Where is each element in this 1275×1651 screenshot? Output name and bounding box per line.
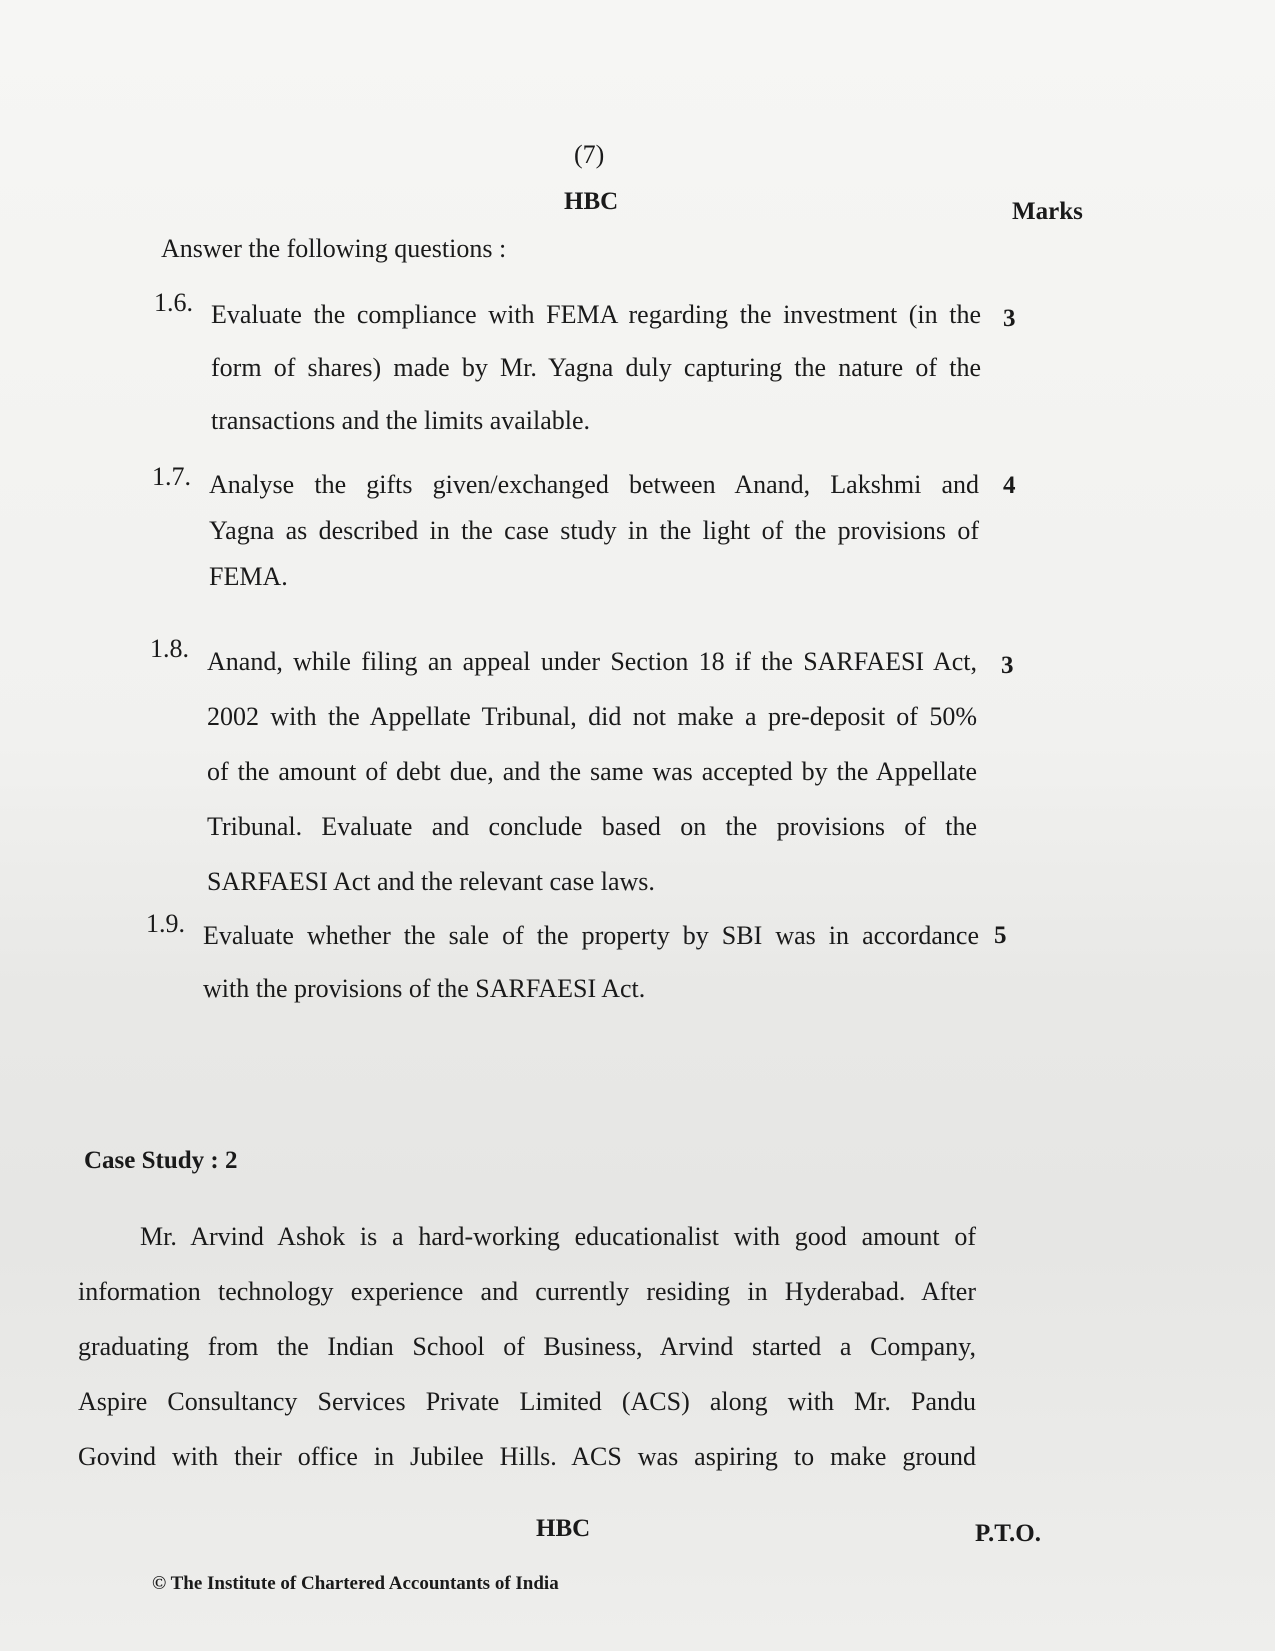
question-number: 1.9.	[146, 909, 185, 938]
case-study-line: Mr. Arvind Ashok is a hard-working educationalist with good amount of	[140, 1222, 976, 1251]
marks-column-heading: Marks	[1012, 198, 1083, 225]
question-line: Yagna as described in the case study in the light of the provisions of	[209, 516, 979, 545]
question-line: 2002 with the Appellate Tribunal, did not make a pre-deposit of 50%	[207, 702, 977, 731]
question-text	[209, 462, 979, 600]
please-turn-over: P.T.O.	[975, 1520, 1041, 1547]
question-line: SARFAESI Act and the relevant case laws.	[207, 867, 655, 896]
question-line: form of shares) made by Mr. Yagna duly capturing the nature of the	[211, 353, 981, 382]
case-study-line: Aspire Consultancy Services Private Limited (ACS) along with Mr. Pandu	[78, 1387, 976, 1416]
question-marks: 4	[1003, 472, 1016, 499]
question-number: 1.8.	[150, 634, 189, 663]
instructions: Answer the following questions :	[161, 234, 507, 263]
question-line: Evaluate the compliance with FEMA regarding the investment (in the	[211, 300, 981, 329]
question-marks: 3	[1001, 652, 1014, 679]
page-number: (7)	[574, 140, 605, 169]
question-marks: 5	[994, 922, 1007, 949]
question-marks: 3	[1003, 305, 1016, 332]
question-line: transactions and the limits available.	[211, 406, 591, 435]
question-text	[203, 909, 979, 1015]
paper-code-footer: HBC	[536, 1515, 591, 1542]
case-study-line: graduating from the Indian School of Business, Arvind started a Company,	[78, 1332, 976, 1361]
question-line: FEMA.	[209, 562, 288, 591]
paper-code-header: HBC	[564, 188, 619, 215]
copyright-notice: © The Institute of Chartered Accountants of India	[152, 1573, 559, 1594]
question-line: Anand, while filing an appeal under Section 18 if the SARFAESI Act,	[207, 647, 977, 676]
question-line: of the amount of debt due, and the same was accepted by the Appellate	[207, 757, 977, 786]
question-number: 1.7.	[152, 462, 191, 491]
question-line: with the provisions of the SARFAESI Act.	[203, 974, 646, 1003]
question-line: Evaluate whether the sale of the property by SBI was in accordance	[203, 921, 979, 950]
case-study-text	[78, 1220, 976, 1495]
question-line: Tribunal. Evaluate and conclude based on the provisions of the	[207, 812, 977, 841]
question-line: Analyse the gifts given/exchanged between Anand, Lakshmi and	[209, 470, 979, 499]
question-text	[207, 634, 977, 909]
question-text	[211, 288, 981, 447]
question-number: 1.6.	[154, 288, 193, 317]
case-study-line: Govind with their office in Jubilee Hills. ACS was aspiring to make ground	[78, 1442, 976, 1471]
case-study-line: information technology experience and currently residing in Hyderabad. After	[78, 1277, 976, 1306]
case-study-title: Case Study : 2	[84, 1147, 238, 1174]
